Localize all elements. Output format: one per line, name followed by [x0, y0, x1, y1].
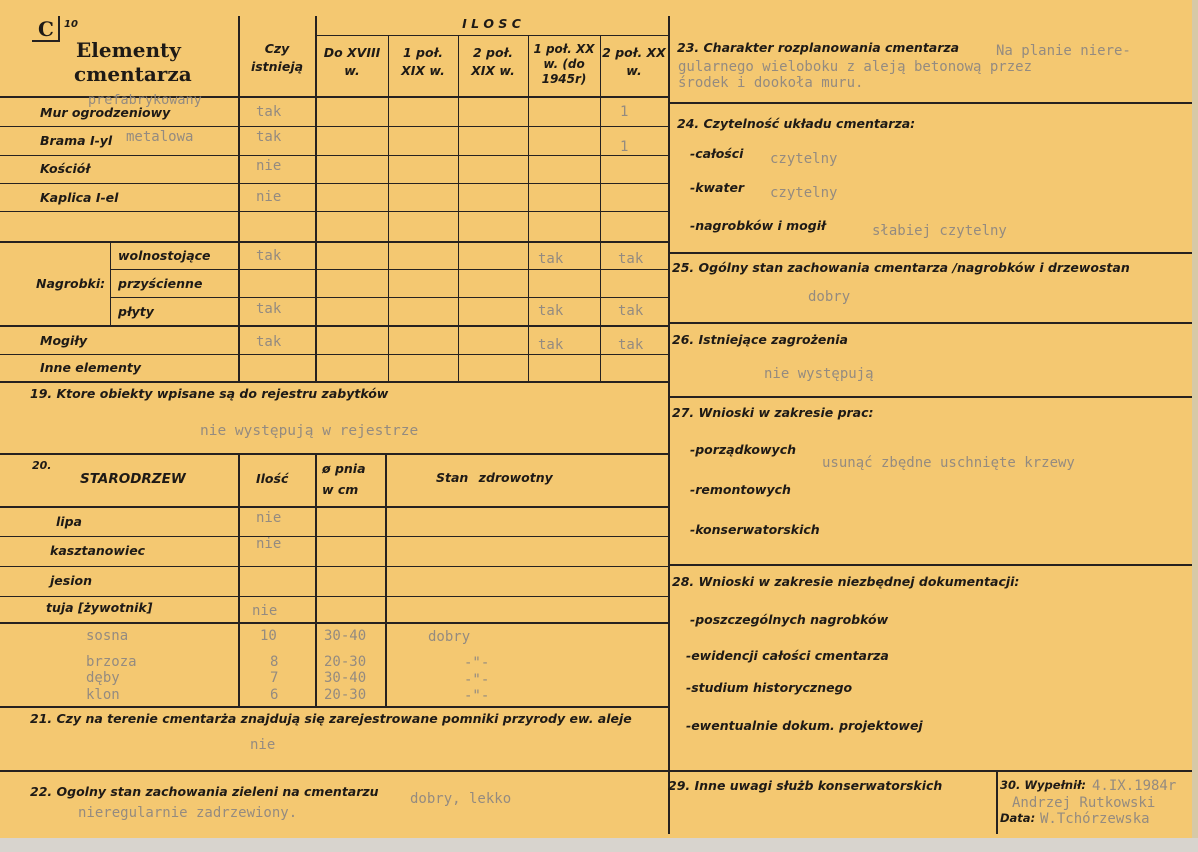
section-28-item: -ewidencji całości cmentarza	[686, 648, 889, 663]
section-23-label: 23. Charakter rozplanowania cmentarza	[677, 40, 960, 55]
inne-elementy-label: Inne elementy	[40, 360, 142, 375]
section-24-nagrobkow: -nagrobków i mogił	[690, 218, 826, 233]
element-label: Kaplica I-el	[40, 190, 119, 205]
pnia-header-unit: w cm	[322, 482, 359, 497]
scan-edge	[0, 838, 1198, 852]
section-22-label: 22. Ogolny stan zachowania zieleni na cmentarzu	[30, 784, 379, 799]
divider	[0, 453, 668, 455]
section-27-value: usunąć zbędne uschnięte krzewy	[822, 455, 1075, 471]
divider	[238, 453, 240, 706]
divider	[0, 596, 668, 597]
section-22-value1: dobry, lekko	[410, 791, 512, 807]
divider	[458, 36, 459, 382]
divider	[600, 36, 601, 382]
divider	[0, 706, 668, 708]
section-24-label: 24. Czytelność układu cmentarza:	[677, 116, 916, 131]
tree-ilosc: 7	[270, 670, 279, 686]
title-line1: Elementy	[76, 38, 181, 62]
divider	[0, 325, 668, 327]
section-24-calosci-value: czytelny	[770, 151, 838, 167]
tree-pien: 20-30	[324, 687, 367, 703]
section-24-nagrobkow-value: słabiej czytelny	[872, 223, 1007, 239]
element-czy: tak	[256, 129, 282, 145]
nagrobki-czy: tak	[256, 301, 282, 317]
section-30-date: 4.IX.1984r	[1092, 778, 1177, 794]
section-28-item: -poszczególnych nagrobków	[690, 612, 889, 627]
tree-stan: -"-	[464, 672, 490, 688]
divider	[0, 241, 668, 243]
section-27-remontowych: -remontowych	[690, 482, 791, 497]
nagrobki-xx1: tak	[538, 303, 564, 319]
header-ilosc: I L O S C	[462, 16, 521, 31]
tree-name: brzoza	[86, 654, 137, 670]
section-28-item: -ewentualnie dokum. projektowej	[686, 718, 923, 733]
divider	[0, 506, 668, 508]
section-27-porzadkowych: -porządkowych	[690, 442, 797, 457]
starodrzew-header: STARODRZEW	[80, 471, 186, 487]
section-23-line2: gularnego wieloboku z aleją betonową przez	[678, 59, 1033, 75]
header-col-xix2: 2 poł. XIX w.	[471, 45, 515, 78]
section-21-value: nie	[250, 737, 276, 753]
divider	[0, 770, 668, 772]
section-26-label: 26. Istniejące zagrożenia	[672, 332, 848, 347]
section-21-label: 21. Czy na terenie cmentarża znajdują się zarejestrowane pomniki przyrody ew. aleje	[30, 711, 632, 726]
section-20-num: 20.	[32, 459, 52, 472]
divider	[668, 770, 1192, 772]
nagrobki-czy: tak	[256, 248, 282, 264]
ilosc-header: Ilość	[256, 471, 289, 486]
tree-pien: 30-40	[324, 628, 367, 644]
stan-header: Stan zdrowotny	[436, 470, 553, 485]
divider	[0, 566, 668, 567]
tree-name: klon	[86, 687, 120, 703]
mogily-xx2: tak	[618, 337, 644, 353]
divider	[668, 322, 1192, 324]
header-col-xviii: Do XVIII w.	[323, 45, 381, 78]
header-col-xix1: 1 poł. XIX w.	[401, 45, 445, 78]
section-28-item: -studium historycznego	[686, 680, 853, 695]
tree-ilosc: nie	[252, 603, 278, 619]
header-czy-istnieja: Czy istnieją	[250, 41, 304, 74]
divider	[996, 770, 998, 834]
element-note: metalowa	[126, 129, 194, 145]
divider	[385, 453, 387, 706]
divider	[0, 622, 668, 624]
tree-name: sosna	[86, 628, 129, 644]
element-label: Kościół	[40, 161, 90, 176]
section-24-kwater: -kwater	[690, 180, 745, 195]
divider	[0, 381, 668, 383]
divider	[0, 155, 668, 156]
card-letter: C	[38, 17, 54, 41]
section-19-label: 19. Ktore obiekty wpisane są do rejestru zabytków	[30, 386, 389, 401]
section-29-label: 29. Inne uwagi służb konserwatorskich	[668, 778, 943, 793]
section-25-label: 25. Ogólny stan zachowania cmentarza /nagrobków i drzewostan	[672, 260, 1130, 275]
pnia-header: ø pnia	[322, 461, 366, 476]
section-23-line1: Na planie niere-	[996, 43, 1131, 59]
divider	[528, 36, 529, 382]
element-note: prefabrykowany	[88, 92, 202, 108]
section-28-label: 28. Wnioski w zakresie niezbędnej dokumentacji:	[672, 574, 1020, 589]
nagrobki-row-label: wolnostojące	[118, 248, 211, 263]
divider	[110, 242, 111, 326]
tree-name: dęby	[86, 670, 120, 686]
nagrobki-xx2: tak	[618, 251, 644, 267]
tree-name: jesion	[50, 573, 92, 588]
divider	[0, 536, 668, 537]
section-30-data-value: W.Tchórzewska	[1040, 811, 1150, 827]
card-number: 10	[64, 19, 78, 30]
tree-ilosc: nie	[256, 510, 282, 526]
divider	[668, 564, 1192, 566]
element-czy: nie	[256, 158, 282, 174]
section-25-value: dobry	[808, 289, 851, 305]
tree-ilosc: 6	[270, 687, 279, 703]
element-xx2: 1	[620, 139, 629, 155]
mogily-label: Mogiły	[40, 333, 88, 348]
tree-ilosc: nie	[256, 536, 282, 552]
element-label: Brama I-yl	[40, 133, 113, 148]
tree-name: lipa	[56, 514, 82, 529]
mogily-czy: tak	[256, 334, 282, 350]
nagrobki-xx2: tak	[618, 303, 644, 319]
section-23-line3: środek i dookoła muru.	[678, 75, 864, 91]
tree-stan: -"-	[464, 688, 490, 704]
tree-pien: 30-40	[324, 670, 367, 686]
section-24-calosci: -całości	[690, 146, 744, 161]
section-22-value2: nieregularnie zadrzewiony.	[78, 805, 298, 821]
divider	[0, 211, 668, 212]
tree-ilosc: 10	[260, 628, 277, 644]
element-xx2: 1	[620, 104, 629, 120]
element-czy: tak	[256, 104, 282, 120]
tree-ilosc: 8	[270, 654, 279, 670]
divider	[0, 354, 668, 355]
tree-pien: 20-30	[324, 654, 367, 670]
section-30-label: 30. Wypełnił:	[1000, 778, 1086, 792]
header-col-xx1: 1 poł. XX w. (do 1945r)	[533, 42, 595, 86]
nagrobki-row-label: przyścienne	[118, 276, 203, 291]
title-line2: cmentarza	[74, 62, 192, 86]
divider	[668, 396, 1192, 398]
tree-stan: dobry	[428, 629, 471, 645]
mogily-xx1: tak	[538, 337, 564, 353]
section-27-konserwatorskich: -konserwatorskich	[690, 522, 820, 537]
nagrobki-label: Nagrobki:	[36, 276, 106, 291]
divider	[315, 453, 317, 706]
tree-name: tuja [żywotnik]	[46, 600, 153, 615]
tree-stan: -"-	[464, 655, 490, 671]
section-26-value: nie występują	[764, 366, 874, 382]
divider	[388, 36, 389, 382]
section-19-value: nie występują w rejestrze	[200, 423, 419, 439]
divider	[315, 35, 668, 36]
divider	[0, 126, 668, 127]
nagrobki-xx1: tak	[538, 251, 564, 267]
divider	[668, 102, 1192, 104]
center-divider	[668, 16, 670, 834]
section-30-name: Andrzej Rutkowski	[1012, 795, 1156, 811]
divider	[110, 297, 668, 298]
divider	[0, 183, 668, 184]
section-24-kwater-value: czytelny	[770, 185, 838, 201]
section-27-label: 27. Wnioski w zakresie prac:	[672, 405, 874, 420]
tree-name: kasztanowiec	[50, 543, 146, 558]
divider	[668, 252, 1192, 254]
nagrobki-row-label: płyty	[118, 304, 154, 319]
divider	[110, 269, 668, 270]
header-col-xx2: 2 poł. XX w.	[602, 45, 666, 78]
element-label: Mur ogrodzeniowy	[40, 105, 171, 120]
element-czy: nie	[256, 189, 282, 205]
section-30-data-label: Data:	[1000, 811, 1036, 825]
